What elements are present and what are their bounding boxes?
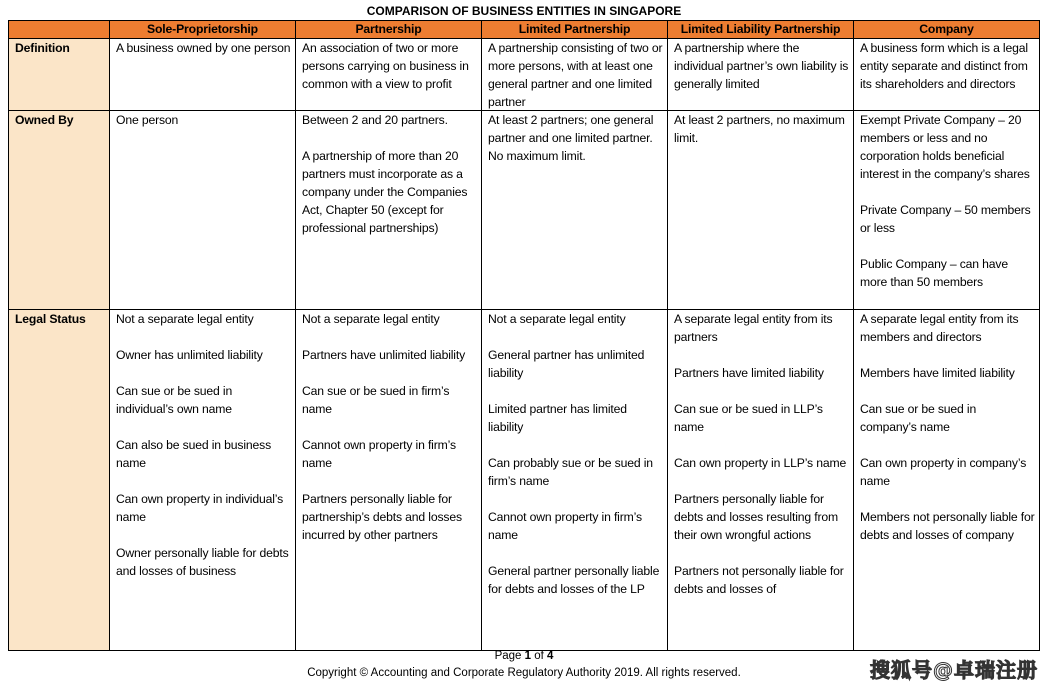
table-cell bbox=[296, 39, 482, 111]
cell-paragraph: A partnership consisting of two or more persons, with at least one general partner and one limited partner bbox=[488, 41, 663, 109]
row-label: Definition bbox=[9, 39, 110, 111]
copyright: Copyright © Accounting and Corporate Regulatory Authority 2019. All rights reserved. bbox=[307, 667, 741, 679]
page-total: 4 bbox=[547, 650, 554, 662]
cell-paragraph: Between 2 and 20 partners. bbox=[302, 113, 448, 127]
cell-paragraph: Can sue or be sued in individual’s own name bbox=[116, 384, 233, 416]
cell-paragraph: A separate legal entity from its members and directors bbox=[860, 312, 1019, 344]
table-cell bbox=[296, 310, 482, 651]
table-cell bbox=[482, 111, 668, 310]
cell-paragraph: A separate legal entity from its partners bbox=[674, 312, 833, 344]
cell-paragraph: Not a separate legal entity bbox=[116, 312, 254, 326]
cell-paragraph: Owner personally liable for debts and losses of business bbox=[116, 546, 289, 578]
cell-paragraph: Can own property in LLP’s name bbox=[674, 456, 847, 470]
table-row-definition bbox=[9, 39, 1040, 111]
cell-paragraph: Can also be sued in business name bbox=[116, 438, 272, 470]
table-cell bbox=[854, 111, 1040, 310]
table-row-owned-by bbox=[9, 111, 1040, 310]
header-limited-partnership: Limited Partnership bbox=[482, 21, 668, 39]
cell-paragraph: Public Company – can have more than 50 members bbox=[860, 257, 1009, 289]
cell-paragraph: Not a separate legal entity bbox=[488, 312, 626, 326]
cell-paragraph: Members not personally liable for debts and losses of company bbox=[860, 510, 1035, 542]
cell-paragraph: Not a separate legal entity bbox=[302, 312, 440, 326]
cell-paragraph: Can sue or be sued in firm’s name bbox=[302, 384, 450, 416]
row-label: Legal Status bbox=[9, 310, 110, 651]
table-cell bbox=[110, 39, 296, 111]
document-title: COMPARISON OF BUSINESS ENTITIES IN SINGAPORE bbox=[366, 4, 682, 18]
table-cell bbox=[110, 310, 296, 651]
cell-paragraph: Partners have unlimited liability bbox=[302, 348, 466, 362]
cell-paragraph: Partners personally liable for partnership’s debts and losses incurred by other partners bbox=[302, 492, 462, 542]
cell-paragraph: Members have limited liability bbox=[860, 366, 1015, 380]
table-cell bbox=[668, 310, 854, 651]
cell-paragraph: A partnership where the individual partner’s own liability is generally limited bbox=[674, 41, 849, 91]
watermark: 搜狐号@卓瑞注册 bbox=[870, 658, 1038, 682]
cell-paragraph: At least 2 partners; one general partner and one limited partner. No maximum limit. bbox=[488, 113, 654, 163]
table-cell bbox=[668, 111, 854, 310]
cell-paragraph: Cannot own property in firm’s name bbox=[302, 438, 456, 470]
cell-paragraph: General partner has unlimited liability bbox=[488, 348, 645, 380]
cell-paragraph: Can probably sue or be sued in firm’s name bbox=[488, 456, 653, 488]
cell-paragraph: Private Company – 50 members or less bbox=[860, 203, 1031, 235]
cell-paragraph: At least 2 partners, no maximum limit. bbox=[674, 113, 845, 145]
cell-paragraph: Can sue or be sued in LLP’s name bbox=[674, 402, 823, 434]
table-cell bbox=[854, 310, 1040, 651]
cell-paragraph: A business form which is a legal entity separate and distinct from its shareholders and directors bbox=[860, 41, 1028, 91]
cell-paragraph: Limited partner has limited liability bbox=[488, 402, 627, 434]
page-prefix: Page bbox=[494, 650, 525, 662]
cell-paragraph: General partner personally liable for debts and losses of the LP bbox=[488, 564, 660, 596]
cell-paragraph: Partners have limited liability bbox=[674, 366, 824, 380]
table-cell bbox=[668, 39, 854, 111]
cell-paragraph: A partnership of more than 20 partners must incorporate as a company under the Companies Act, Chapter 50 (except for professional partnerships) bbox=[302, 149, 468, 235]
cell-paragraph: One person bbox=[116, 113, 179, 127]
table-cell bbox=[482, 310, 668, 651]
table-cell bbox=[296, 111, 482, 310]
table-cell bbox=[854, 39, 1040, 111]
cell-paragraph: Can own property in individual’s name bbox=[116, 492, 284, 524]
row-label: Owned By bbox=[9, 111, 110, 310]
cell-paragraph: Can sue or be sued in company’s name bbox=[860, 402, 977, 434]
cell-paragraph: Partners not personally liable for debts and losses of bbox=[674, 564, 844, 596]
table-cell bbox=[482, 39, 668, 111]
header-llp: Limited Liability Partnership bbox=[668, 21, 854, 39]
cell-paragraph: Cannot own property in firm’s name bbox=[488, 510, 642, 542]
comparison-table bbox=[8, 20, 1040, 651]
page-current: 1 bbox=[524, 650, 532, 662]
header-sole-proprietorship: Sole-Proprietorship bbox=[110, 21, 296, 39]
cell-paragraph: Owner has unlimited liability bbox=[116, 348, 263, 362]
header-company: Company bbox=[854, 21, 1040, 39]
header-row bbox=[9, 21, 1040, 39]
table-row-legal-status bbox=[9, 310, 1040, 651]
cell-paragraph: An association of two or more persons carrying on business in common with a view to profit bbox=[302, 41, 469, 91]
page-mid: of bbox=[531, 650, 548, 662]
cell-paragraph: Partners personally liable for debts and losses resulting from their own wrongful actions bbox=[674, 492, 839, 542]
header-corner bbox=[9, 21, 110, 39]
cell-paragraph: Can own property in company’s name bbox=[860, 456, 1027, 488]
header-partnership: Partnership bbox=[296, 21, 482, 39]
cell-paragraph: Exempt Private Company – 20 members or less and no corporation holds beneficial interest in the company’s shares bbox=[860, 113, 1030, 181]
cell-paragraph: A business owned by one person bbox=[116, 41, 291, 55]
table-cell bbox=[110, 111, 296, 310]
